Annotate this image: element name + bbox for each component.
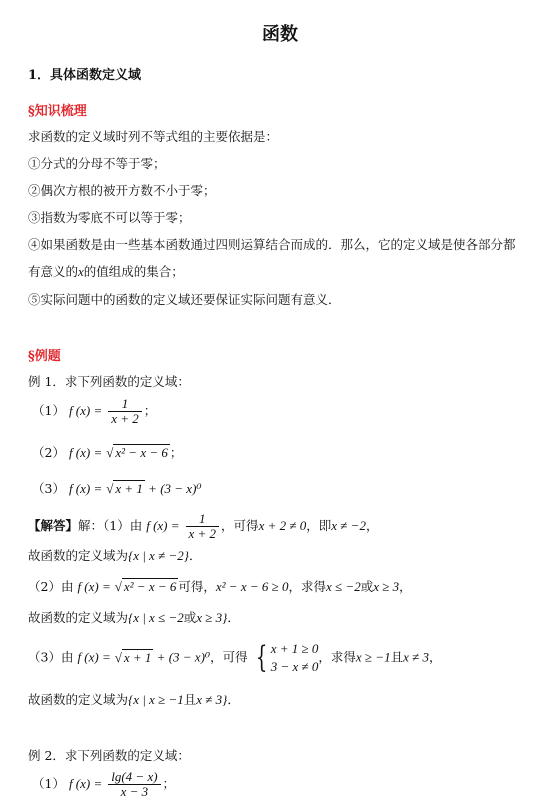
a3-sys-1: x + 1 ≥ 0 bbox=[270, 641, 319, 656]
q3-sqrt: √ x + 1 bbox=[106, 481, 143, 496]
a3-system bbox=[271, 640, 319, 676]
a3-then: ，求得 bbox=[318, 649, 356, 665]
example2-q1 bbox=[32, 770, 175, 799]
a3-conclusion-end: ． bbox=[227, 692, 240, 707]
a1-denominator: x + 2 bbox=[186, 526, 220, 541]
a3-and: 且 bbox=[390, 649, 404, 665]
q2-sqrt: √ x² − x − 6 bbox=[106, 445, 168, 460]
a3-set-a: {x | x ≥ −1 bbox=[128, 692, 184, 707]
a2-then: ，求得 bbox=[288, 579, 327, 594]
a1-conclusion bbox=[28, 546, 201, 564]
a2-sqrt: √ x² − x − 6 bbox=[114, 579, 177, 594]
a2-r1: x ≤ −2 bbox=[326, 579, 361, 594]
q3-tail: + (3 − x)⁰ bbox=[144, 481, 202, 496]
answer-tag: 【解答】 bbox=[28, 518, 79, 533]
item4-var: x bbox=[78, 264, 84, 279]
a2-conclusion-end: ． bbox=[227, 610, 240, 625]
a3-end: ， bbox=[429, 649, 442, 665]
q3-label: （3） bbox=[32, 481, 65, 496]
a3-set-and: 且 bbox=[183, 692, 197, 707]
knowledge-intro: 求函数的定义域时列不等式组的主要依据是： bbox=[28, 129, 279, 144]
answer-line-3 bbox=[28, 640, 442, 676]
a2-conclusion bbox=[28, 608, 240, 626]
example1-q2 bbox=[32, 443, 182, 461]
examples-heading: §例题 bbox=[28, 349, 61, 364]
q2-fx: f (x) = bbox=[68, 445, 103, 460]
a2-fx: f (x) = bbox=[77, 579, 111, 594]
example1-prompt: 例 1．求下列函数的定义域： bbox=[28, 374, 190, 389]
example1-q1 bbox=[32, 397, 156, 426]
a1-fx: f (x) = bbox=[146, 518, 180, 533]
q2-end: ； bbox=[169, 445, 183, 460]
a1-fraction bbox=[186, 512, 220, 541]
item4-text-a: 有意义的 bbox=[28, 264, 79, 279]
knowledge-item-4-cont bbox=[28, 262, 184, 280]
a3-conclusion-text: 故函数的定义域为 bbox=[28, 692, 129, 707]
a1-mid: ，可得 bbox=[221, 518, 259, 533]
knowledge-item-1: ①分式的分母不等于零； bbox=[28, 156, 166, 171]
a3-r2: x ≠ 3 bbox=[403, 649, 430, 665]
q1-denominator: x + 2 bbox=[108, 411, 142, 426]
a2-end: ， bbox=[399, 579, 412, 594]
a3-set-b: x ≠ 3} bbox=[196, 692, 228, 707]
a2-set-b: x ≥ 3} bbox=[196, 610, 228, 625]
a3-pre: （3）由 bbox=[28, 649, 74, 665]
a3-r1: x ≥ −1 bbox=[355, 649, 391, 665]
a2-mid: 可得， bbox=[178, 579, 216, 594]
e2-q1-end: ； bbox=[162, 776, 176, 791]
a2-pre: （2）由 bbox=[28, 579, 74, 594]
e2-q1-denominator: x − 3 bbox=[108, 784, 160, 799]
e2-q1-numerator: lg(4 − x) bbox=[111, 769, 158, 784]
knowledge-item-2: ②偶次方根的被开方数不小于零； bbox=[28, 183, 216, 198]
page-title: 函数 bbox=[262, 24, 298, 45]
a1-then: ，即 bbox=[306, 518, 332, 533]
a3-conclusion bbox=[28, 690, 240, 708]
a1-conclusion-end: ． bbox=[188, 548, 202, 563]
a3-tail: + (3 − x)⁰ bbox=[153, 649, 211, 665]
a3-sys-2: 3 − x ≠ 0 bbox=[270, 659, 319, 674]
a3-mid: ，可得 bbox=[210, 649, 248, 665]
q1-end: ； bbox=[143, 403, 157, 418]
a1-cond: x + 2 ≠ 0 bbox=[258, 518, 307, 533]
knowledge-item-5: ⑤实际问题中的函数的定义域还要保证实际问题有意义． bbox=[28, 292, 341, 307]
knowledge-heading: §知识梳理 bbox=[28, 104, 87, 119]
a2-set-a: {x | x ≤ −2 bbox=[128, 610, 184, 625]
a1-result: x ≠ −2 bbox=[331, 518, 366, 533]
a2-conclusion-text: 故函数的定义域为 bbox=[28, 610, 129, 625]
a2-radicand: x² − x − 6 bbox=[123, 579, 177, 594]
q3-radicand: x + 1 bbox=[115, 481, 143, 496]
e2-q1-fraction bbox=[108, 770, 160, 799]
a2-cond: x² − x − 6 ≥ 0 bbox=[215, 579, 289, 594]
a3-sqrt: √ x + 1 bbox=[114, 649, 152, 665]
a1-numerator: 1 bbox=[199, 511, 206, 526]
q1-fraction bbox=[108, 397, 142, 426]
knowledge-item-3: ③指数为零底不可以等于零； bbox=[28, 210, 191, 225]
system-brace: { bbox=[255, 640, 267, 675]
knowledge-item-4: ④如果函数是由一些基本函数通过四则运算结合而成的．那么，它的定义域是使各部分都 bbox=[28, 237, 516, 252]
a1-set: {x | x ≠ −2} bbox=[128, 548, 189, 563]
q2-radicand: x² − x − 6 bbox=[115, 445, 168, 460]
a2-set-or: 或 bbox=[183, 610, 197, 625]
e2-q1-fx: f (x) = bbox=[68, 776, 103, 791]
a3-fx: f (x) = bbox=[77, 649, 111, 665]
example1-q3 bbox=[32, 479, 202, 497]
a1-conclusion-text: 故函数的定义域为 bbox=[28, 548, 129, 563]
q1-fx: f (x) = bbox=[68, 403, 103, 418]
q3-fx: f (x) = bbox=[68, 481, 103, 496]
answer-intro: 解：（1）由 bbox=[78, 518, 143, 533]
example2-prompt: 例 2．求下列函数的定义域： bbox=[28, 748, 190, 763]
a2-or: 或 bbox=[360, 579, 374, 594]
answer-line-1 bbox=[28, 512, 378, 541]
a2-r2: x ≥ 3 bbox=[373, 579, 400, 594]
q2-label: （2） bbox=[32, 445, 65, 460]
q1-label: （1） bbox=[32, 403, 65, 418]
item4-text-b: 的值组成的集合； bbox=[83, 264, 184, 279]
a3-radicand: x + 1 bbox=[123, 649, 152, 665]
answer-line-2 bbox=[28, 577, 412, 595]
q1-numerator: 1 bbox=[121, 396, 129, 411]
section-heading: 1．具体函数定义域 bbox=[28, 68, 142, 83]
e2-q1-label: （1） bbox=[32, 776, 65, 791]
a1-end: ， bbox=[365, 518, 379, 533]
